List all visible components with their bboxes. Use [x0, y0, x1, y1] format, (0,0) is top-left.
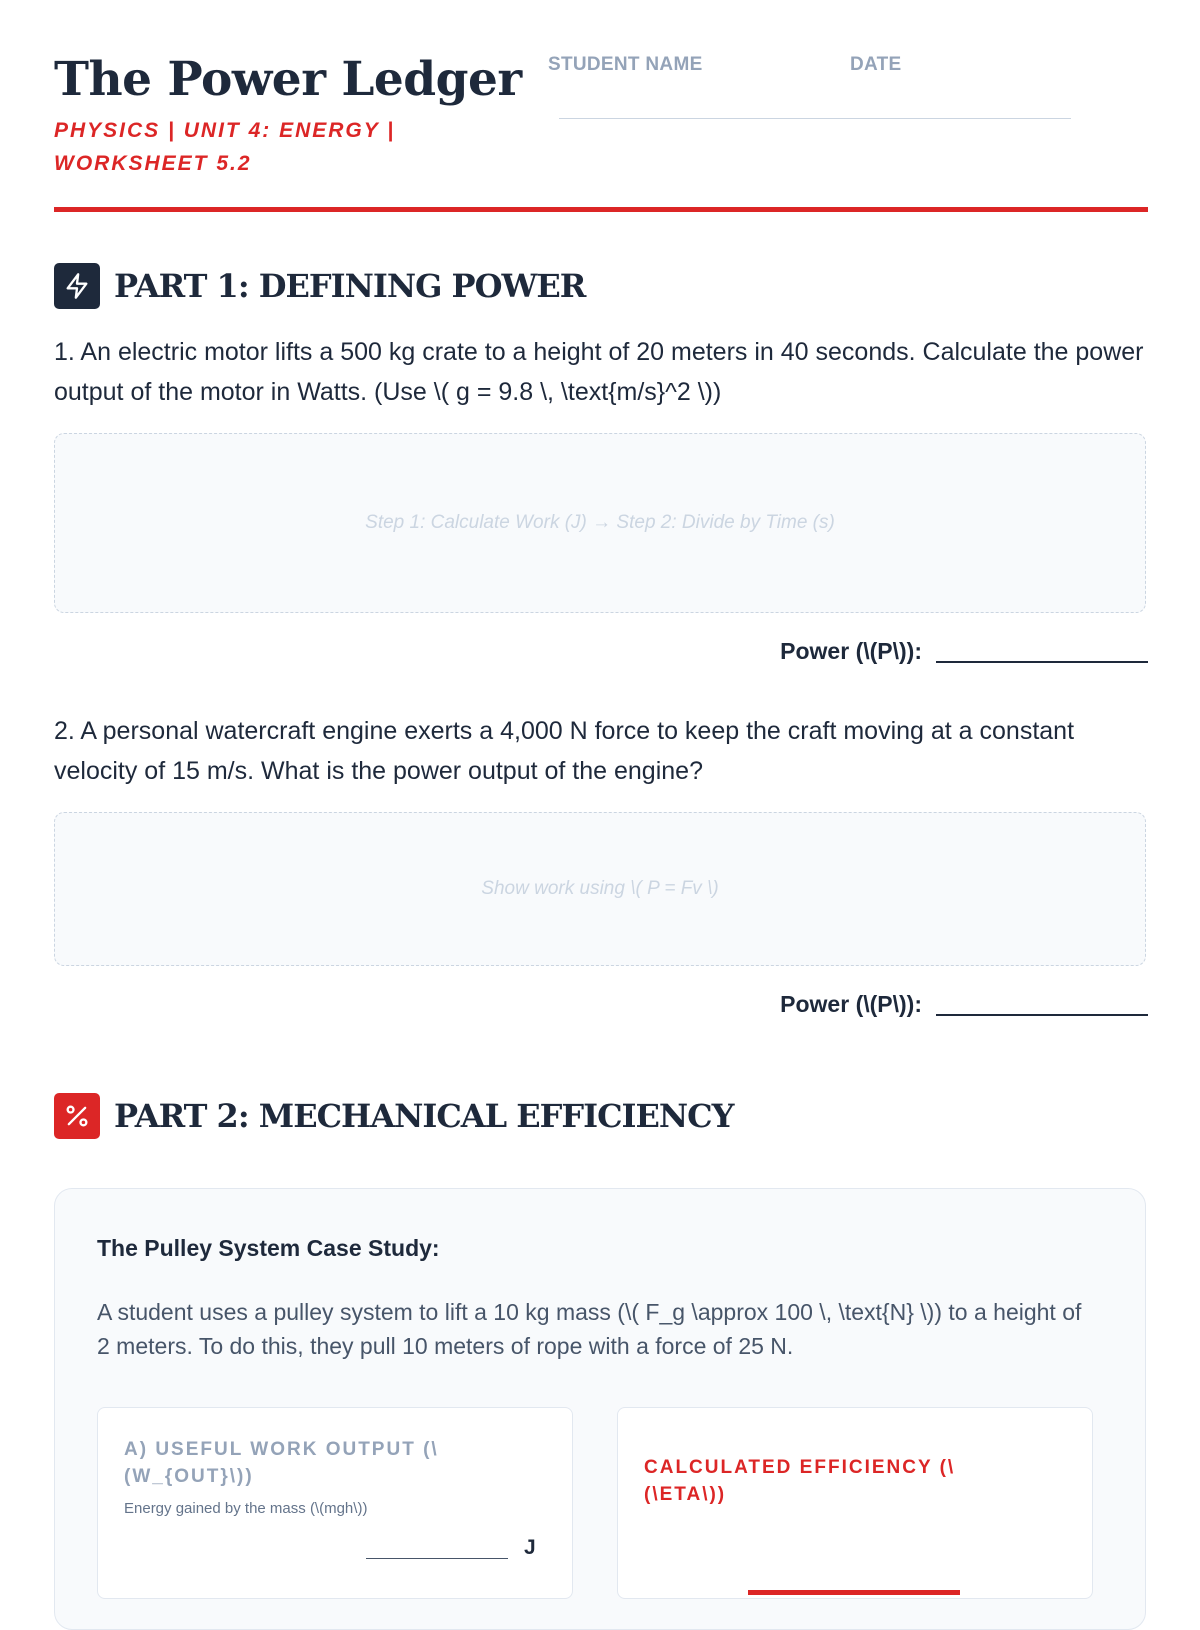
lightning-bolt-icon [54, 263, 100, 309]
worksheet-title: The Power Ledger [54, 52, 522, 107]
question-2-answer-line[interactable] [936, 1014, 1148, 1016]
part1-header [54, 263, 585, 309]
work-output-subtitle: Energy gained by the mass (\(mgh\)) [124, 1500, 368, 1517]
work-output-card [97, 1407, 573, 1599]
worksheet-subtitle: PHYSICS | UNIT 4: ENERGY | WORKSHEET 5.2 [54, 119, 396, 175]
question-2-work-area[interactable] [54, 812, 1146, 966]
question-1-answer-label: Power (\(P\)): [780, 638, 922, 664]
question-2-answer[interactable] [780, 991, 1148, 1018]
question-1-answer-line[interactable] [936, 661, 1148, 663]
case-study-title: The Pulley System Case Study: [97, 1235, 440, 1261]
percent-icon [54, 1093, 100, 1139]
part1-title: PART 1: DEFINING POWER [114, 267, 586, 305]
part2-header [54, 1093, 733, 1139]
efficiency-answer-line[interactable] [748, 1590, 960, 1595]
question-1-hint: Step 1: Calculate Work (J) → Step 2: Divide by Time (s) [365, 512, 835, 533]
question-1-work-area[interactable] [54, 433, 1146, 613]
work-output-answer-line[interactable] [366, 1558, 508, 1559]
question-1-answer[interactable] [780, 638, 1148, 665]
question-1-text: 1. An electric motor lifts a 500 kg crate to a height of 20 meters in 40 seconds. Calculate the power output of the motor in Watts. (Use \( g = 9.8 \, \text{m/s}^2 \)) [54, 338, 1144, 406]
work-output-title: A) USEFUL WORK OUTPUT (\(W_{OUT}\)) [124, 1439, 439, 1487]
part2-title: PART 2: MECHANICAL EFFICIENCY [114, 1097, 734, 1135]
work-output-unit: J [524, 1536, 536, 1559]
case-study-text: A student uses a pulley system to lift a 10 kg mass (\( F_g \approx 100 \, \text{N} \)) to a height of 2 meters. To do this, they pull 10 meters of rope with a force of 25 N. [97, 1299, 1082, 1359]
question-2-text: 2. A personal watercraft engine exerts a 4,000 N force to keep the craft moving at a constant velocity of 15 m/s. What is the power output of the engine? [54, 717, 1075, 785]
student-name-label: STUDENT NAME [548, 54, 703, 75]
question-2-hint: Show work using \( P = Fv \) [481, 878, 719, 899]
name-date-field-line[interactable] [559, 118, 1071, 119]
efficiency-card [617, 1407, 1093, 1599]
header-divider [54, 207, 1148, 212]
question-2-answer-label: Power (\(P\)): [780, 991, 922, 1017]
efficiency-title: CALCULATED EFFICIENCY (\(\ETA\)) [644, 1457, 956, 1505]
case-study-panel [54, 1188, 1146, 1630]
date-label: DATE [850, 54, 902, 75]
